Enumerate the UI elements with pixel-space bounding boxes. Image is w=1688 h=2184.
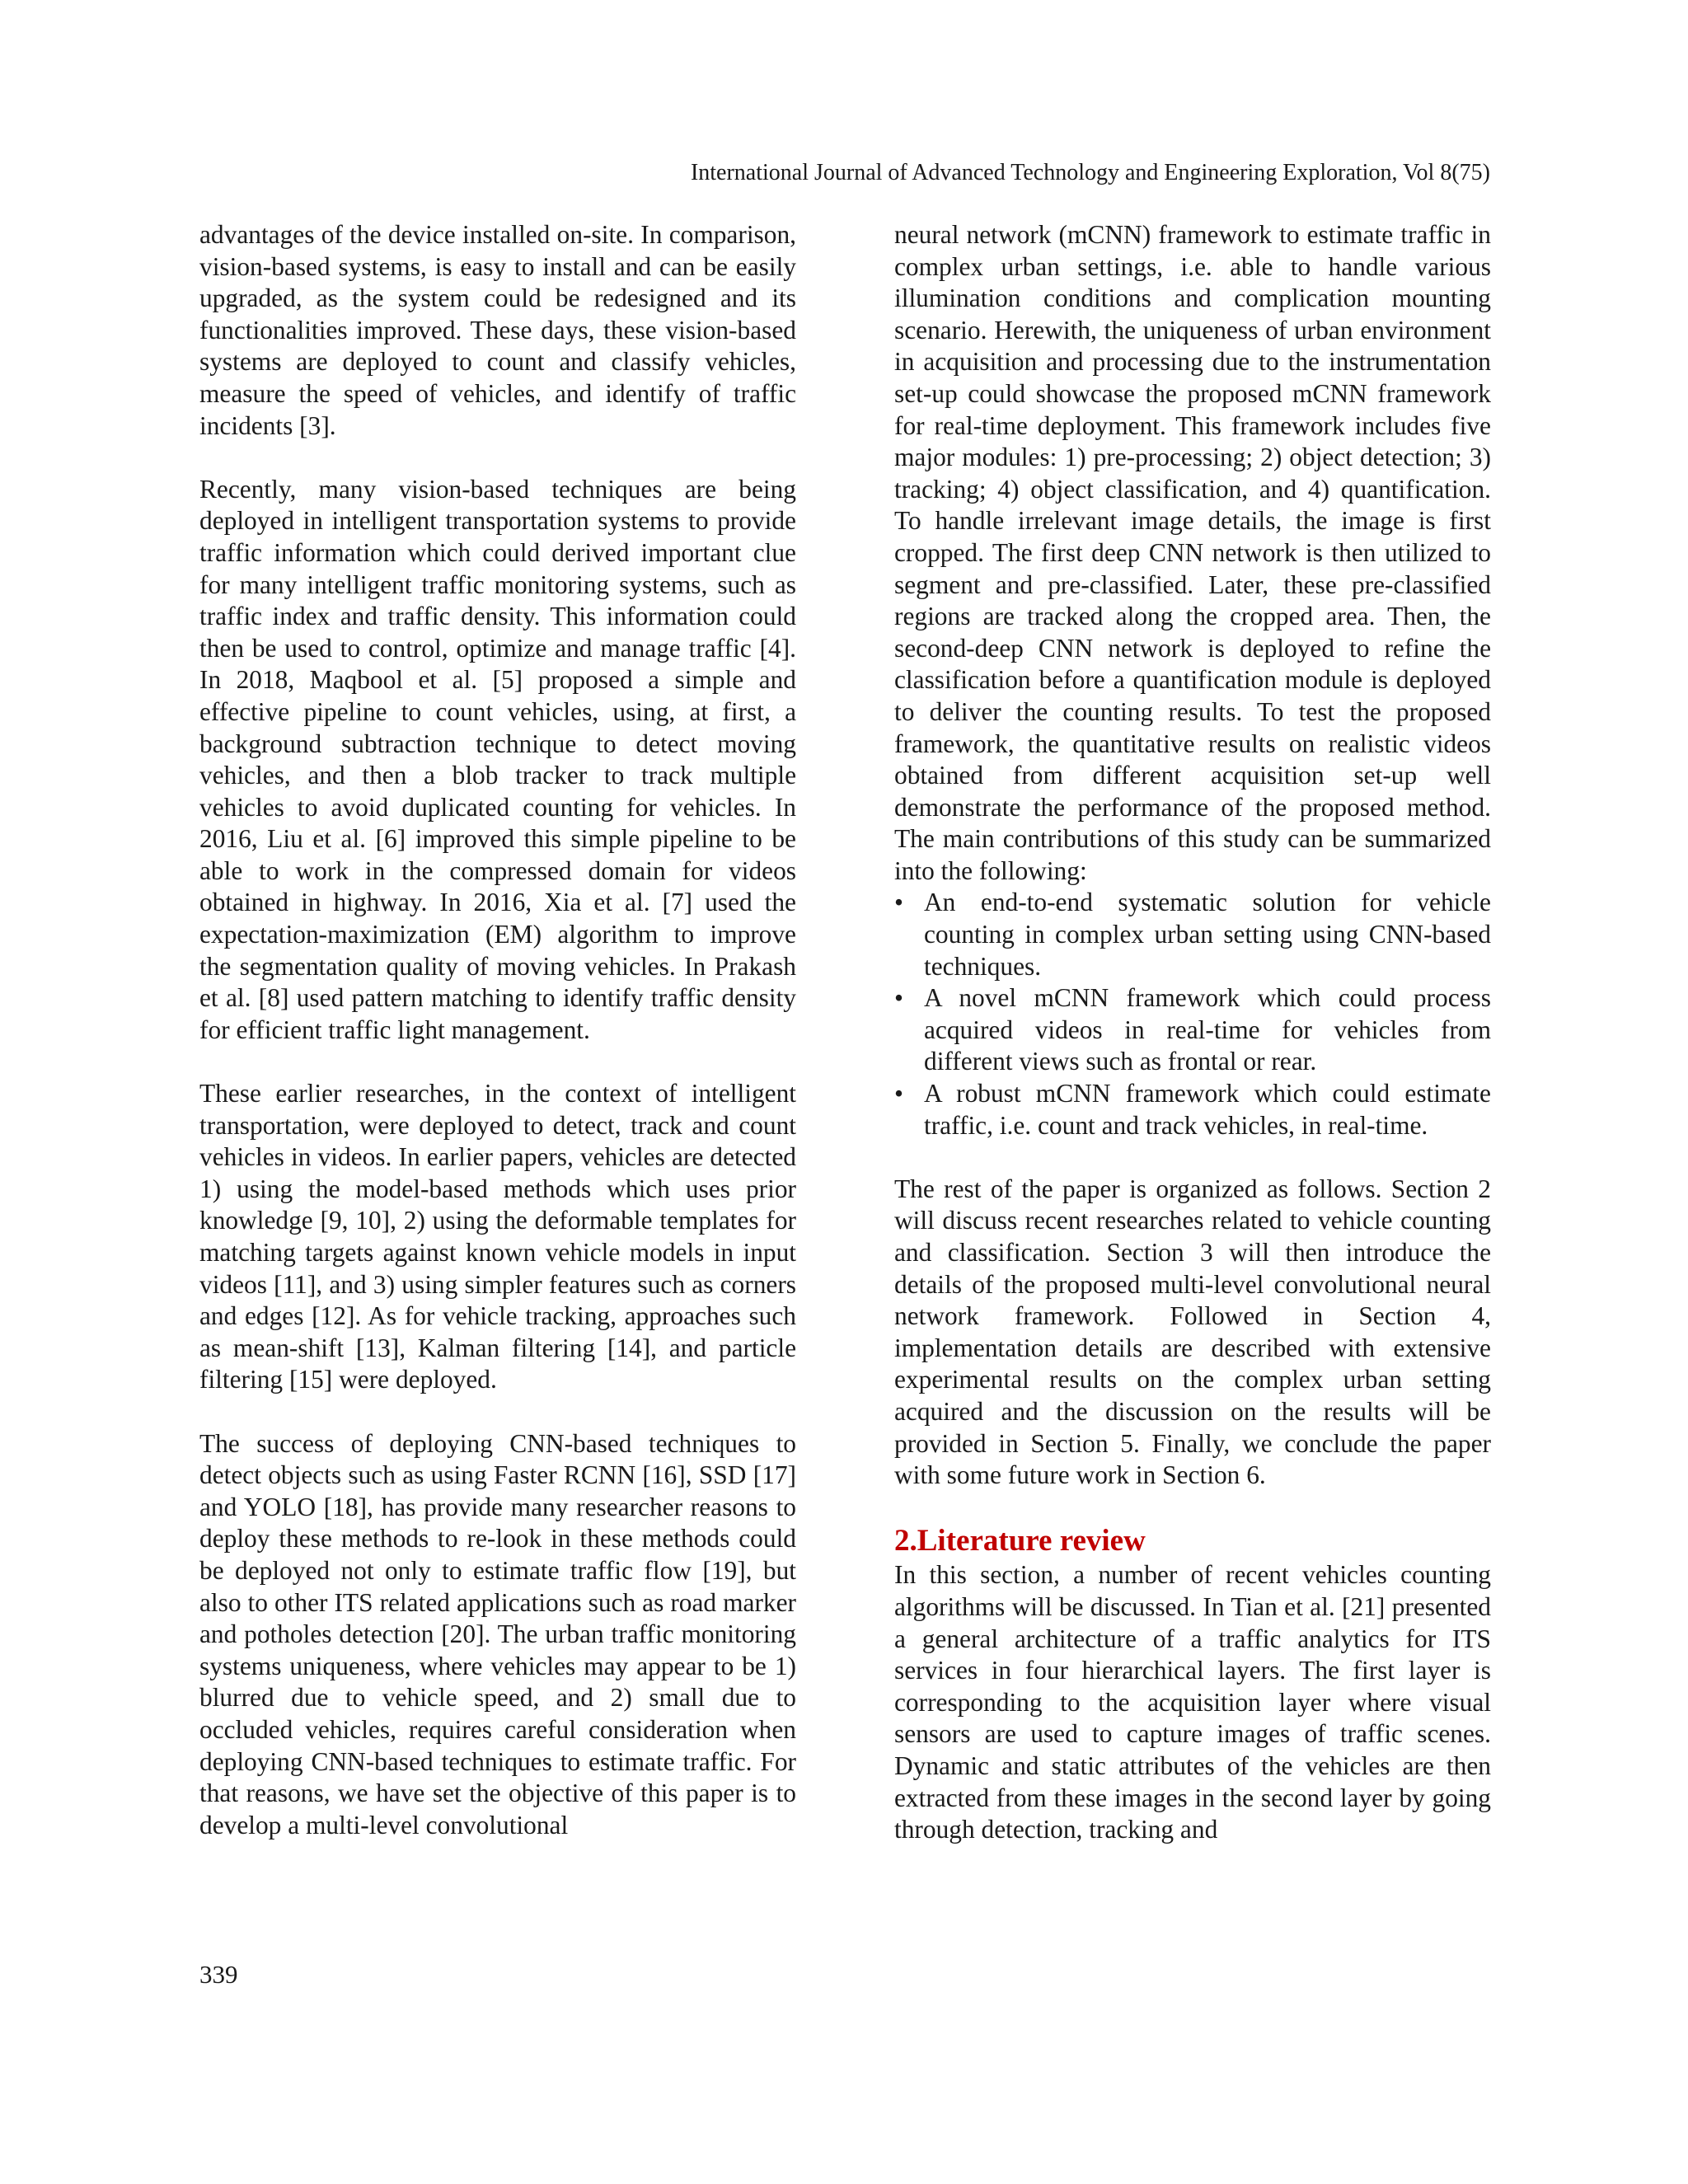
right-column <box>894 219 1491 1846</box>
contribution-item <box>894 982 1491 1078</box>
body-paragraph: advantages of the device installed on-site. In comparison, vision-based systems, is easy to install and can be easily upgraded, as the system could be redesigned and its functionalities improved. These days, these vision-based systems are deployed to count and classify vehicles, measure the speed of vehicles, and identify of traffic incidents [3]. <box>199 220 796 440</box>
page-number: 339 <box>199 1960 238 1989</box>
bullet-icon: • <box>894 983 903 1013</box>
section-heading: 2.Literature review <box>894 1524 1146 1558</box>
bullet-icon: • <box>894 888 903 917</box>
section-paragraph: In this section, a number of recent vehicles counting algorithms will be discussed. In Tian et al. [21] presented a general architecture of a traffic analytics for ITS services in four hierarchical layers. The first layer is corresponding to the acquisition layer where visual sensors are used to capture images of traffic scenes. Dynamic and static attributes of the vehicles are then extracted from these images in the second layer by going through detection, tracking and <box>894 1560 1491 1844</box>
contribution-item <box>894 1078 1491 1141</box>
contribution-text: A novel mCNN framework which could process acquired videos in real-time for vehicles from different views such as frontal or rear. <box>924 983 1491 1076</box>
bullet-icon: • <box>894 1079 903 1108</box>
body-paragraph: Recently, many vision-based techniques are being deployed in intelligent transportation systems to provide traffic information which could derived important clue for many intelligent traffic monitoring systems, such as traffic index and traffic density. This information could then be used to control, optimize and manage traffic [4]. In 2018, Maqbool et al. [5] proposed a simple and effective pipeline to count vehicles, using, at first, a background subtraction technique to detect moving vehicles, and then a blob tracker to track multiple vehicles to avoid duplicated counting for vehicles. In 2016, Liu et al. [6] improved this simple pipeline to be able to work in the compressed domain for videos obtained in highway. In 2016, Xia et al. [7] used the expectation-maximization (EM) algorithm to improve the segmentation quality of moving vehicles. In Prakash et al. [8] used pattern matching to identify traffic density for efficient traffic light management. <box>199 474 796 1044</box>
contribution-text: A robust mCNN framework which could estimate traffic, i.e. count and track vehicles, in real-time. <box>924 1079 1491 1140</box>
contribution-text: An end-to-end systematic solution for vehicle counting in complex urban setting using CNN-based techniques. <box>924 888 1491 981</box>
left-column <box>199 219 796 1841</box>
contribution-item <box>894 887 1491 982</box>
contributions-list <box>894 887 1491 1141</box>
body-paragraph: The success of deploying CNN-based techniques to detect objects such as using Faster RCNN [16], SSD [17] and YOLO [18], has provide many researcher reasons to deploy these methods to re-look in these methods could be deployed not only to estimate traffic flow [19], but also to other ITS related applications such as road marker and potholes detection [20]. The urban traffic monitoring systems uniqueness, where vehicles may appear to be 1) blurred due to vehicle speed, and 2) small due to occluded vehicles, requires careful consideration when deploying CNN-based techniques to estimate traffic. For that reasons, we have set the objective of this paper is to develop a multi-level convolutional <box>199 1428 796 1840</box>
body-paragraph: These earlier researches, in the context of intelligent transportation, were deployed to detect, track and count vehicles in videos. In earlier papers, vehicles are detected 1) using the model-based methods which uses prior knowledge [9, 10], 2) using the deformable templates for matching targets against known vehicle models in input videos [11], and 3) using simpler features such as corners and edges [12]. As for vehicle tracking, approaches such as mean-shift [13], Kalman filtering [14], and particle filtering [15] were deployed. <box>199 1079 796 1394</box>
running-header: International Journal of Advanced Technology and Engineering Exploration, Vol 8(75) <box>690 160 1490 185</box>
organization-paragraph: The rest of the paper is organized as follows. Section 2 will discuss recent researches related to vehicle counting and classification. Section 3 will then introduce the details of the proposed multi-level convolutional neural network framework. Followed in Section 4, implementation details are described with extensive experimental results on the complex urban setting acquired and the discussion on the results will be provided in Section 5. Finally, we conclude the paper with some future work in Section 6. <box>894 1174 1491 1490</box>
intro-paragraph: neural network (mCNN) framework to estimate traffic in complex urban settings, i.e. able to handle various illumination conditions and complication mounting scenario. Herewith, the uniqueness of urban environment in acquisition and processing due to the instrumentation set-up could showcase the proposed mCNN framework for real-time deployment. This framework includes five major modules: 1) pre-processing; 2) object detection; 3) tracking; 4) object classification, and 4) quantification. To handle irrelevant image details, the image is first cropped. The first deep CNN network is then utilized to segment and pre-classified. Later, these pre-classified regions are tracked along the cropped area. Then, the second-deep CNN network is deployed to refine the classification before a quantification module is deployed to deliver the counting results. To test the proposed framework, the quantitative results on realistic videos obtained from different acquisition set-up well demonstrate the performance of the proposed method. The main contributions of this study can be summarized into the following: <box>894 220 1491 885</box>
